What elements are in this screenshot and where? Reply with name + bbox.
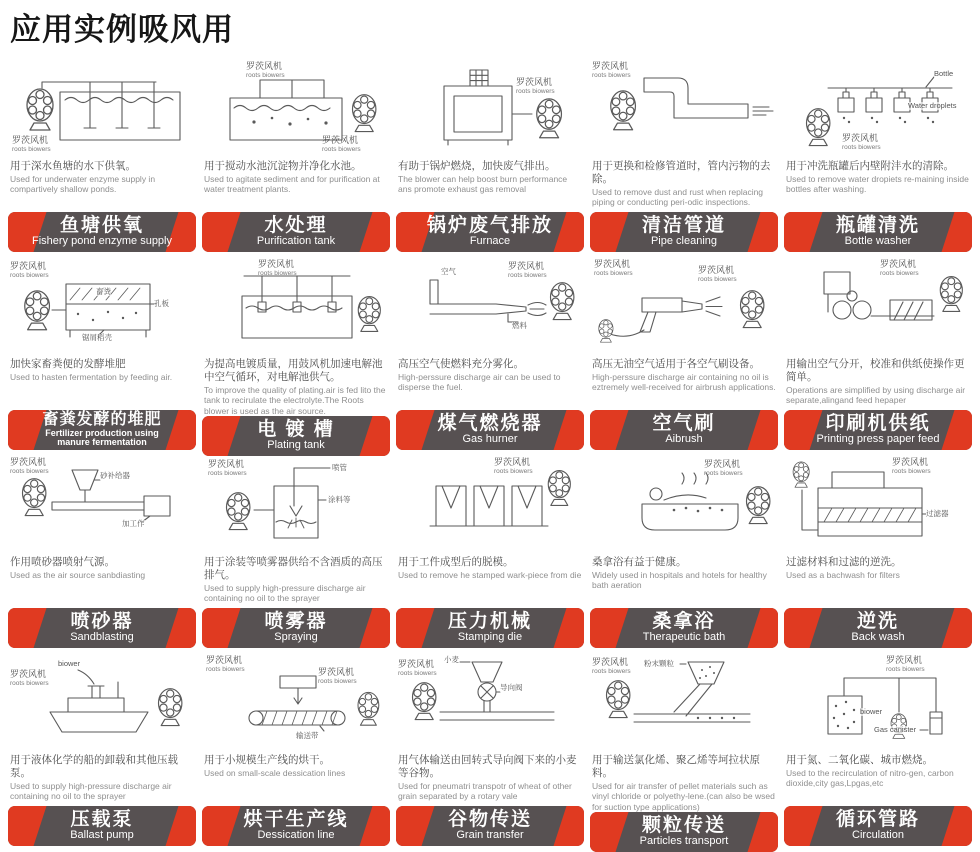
cell-circulation [784, 656, 972, 846]
roots-blower-label [494, 458, 533, 475]
description-zh: 加快家畜粪便的发酵堆肥 [10, 358, 126, 370]
blower-label-en: roots biowers [592, 667, 631, 675]
diagram-annotation: 喷管 [332, 463, 347, 472]
banner-title-en: Bottle washer [844, 235, 912, 248]
illustration [202, 656, 390, 752]
banner-title-zh: 桑拿浴 [652, 611, 716, 633]
roots-blower-icon [227, 493, 250, 530]
illustration [590, 656, 778, 752]
banner-title-zh: 锅炉废气排放 [426, 215, 553, 237]
banner-red-wedge-left [396, 608, 436, 648]
roots-blower-label [10, 458, 49, 475]
banner-red-wedge-right [746, 212, 778, 252]
blower-label-zh: 罗茨风机 [592, 657, 629, 667]
cell-plating-tank [202, 260, 390, 450]
cell-therapeutic-bath [590, 458, 778, 648]
banner-red-wedge-left [202, 416, 242, 456]
diagram-annotation: 加工作 [122, 519, 145, 528]
category-banner [590, 410, 778, 450]
roots-blower-label [318, 668, 357, 685]
roots-blower-label [592, 62, 631, 79]
blower-label-en: roots biowers [318, 677, 357, 685]
banner-title-zh: 电 镀 槽 [257, 419, 335, 441]
banner-red-wedge-right [940, 212, 972, 252]
banner-title-zh: 循环管路 [835, 809, 920, 831]
blower-label-en: roots biowers [208, 469, 247, 477]
cell-fishery-pond [8, 62, 196, 252]
blower-label-zh: 罗茨风机 [704, 459, 741, 469]
banner-title-en: Gas hurner [462, 433, 518, 446]
diagram-annotation: 锯屑稻壳 [82, 333, 112, 342]
roots-blower-icon [741, 291, 764, 328]
description-zh: 用于涂装等喷雾器供给不含酒质的高压排气。 [204, 556, 383, 582]
banner-title-zh: 压力机械 [447, 611, 532, 633]
banner-red-wedge-left [396, 806, 436, 846]
banner-title-zh: 烘干生产线 [243, 809, 349, 831]
banner-title-en: Particles transport [639, 835, 729, 847]
cell-particles-transport [590, 656, 778, 846]
roots-blower-label [206, 656, 245, 673]
roots-blower-icon [940, 277, 962, 312]
banner-title-zh: 空气刷 [652, 413, 716, 435]
description-en: Operations are simplified by using discharge air separate,alingand feed hepaper [786, 385, 966, 406]
blower-label-zh: 罗茨风机 [258, 259, 295, 269]
category-banner [202, 806, 390, 846]
blower-label-en: roots biowers [892, 467, 931, 475]
roots-blower-icon [607, 681, 630, 718]
description-zh: 有助于锅炉燃烧，加快废气排出。 [398, 160, 556, 172]
illustration [8, 656, 196, 752]
banner-title-en: Fishery pond enzyme supply [31, 235, 172, 248]
banner-red-wedge-right [358, 608, 390, 648]
banner-red-wedge-right [552, 410, 584, 450]
category-banner [396, 212, 584, 252]
roots-blower-icon [747, 487, 770, 524]
banner-title-en: Ballast pump [70, 829, 134, 842]
illustration [396, 458, 584, 554]
description-zh: 用输出空气分开，校准和供纸使操作更简单。 [786, 358, 965, 384]
roots-blower-icon [358, 297, 380, 332]
blower-label-zh: 罗茨风机 [880, 259, 917, 269]
description-en: Used for air transfer of pellet materials such as vinyl chloride or polyethy-lene.(can also be wsed for suction type applications) [592, 781, 775, 812]
banner-red-wedge-left [8, 806, 48, 846]
banner-title-zh: 谷物传送 [447, 809, 532, 831]
banner-red-wedge-left [202, 806, 242, 846]
description-en: Used on small-scale dessication lines [204, 768, 346, 779]
roots-blower-label [208, 460, 247, 477]
description-zh: 作用喷砂器喷射气源。 [10, 556, 115, 568]
roots-blower-label [880, 260, 919, 277]
illustration-art [396, 260, 584, 356]
roots-blower-label [398, 660, 437, 677]
cell-dessication-line [202, 656, 390, 846]
diagram-annotation: Gas canister [874, 725, 917, 734]
banner-red-wedge-left [202, 212, 242, 252]
banner-title-en: Purification tank [256, 235, 336, 248]
roots-blower-icon [537, 99, 562, 138]
category-banner [8, 806, 196, 846]
illustration [396, 656, 584, 752]
blower-label-en: roots biowers [698, 275, 737, 283]
banner-red-wedge-left [590, 212, 630, 252]
banner-title-en: Fertilizer production using manure fermentation [45, 427, 159, 448]
blower-label-en: roots biowers [508, 271, 547, 279]
illustration [202, 62, 390, 158]
category-banner [590, 812, 778, 852]
banner-title-zh: 喷雾器 [264, 611, 328, 633]
blower-label-en: roots biowers [322, 145, 361, 153]
banner-red-wedge-right [746, 608, 778, 648]
cell-spraying [202, 458, 390, 648]
blower-label-zh: 罗茨风机 [508, 261, 545, 271]
blower-label-zh: 罗茨风机 [206, 655, 243, 665]
blower-label-en: roots biowers [398, 669, 437, 677]
banner-red-wedge-left [784, 212, 824, 252]
cell-fertilizer-fermentation [8, 260, 196, 450]
illustration [396, 260, 584, 356]
roots-blower-icon [599, 320, 613, 343]
description-en: Used as the air source sanbdiasting [10, 570, 146, 581]
blower-label-zh: 罗茨风机 [208, 459, 245, 469]
banner-title-zh: 瓶罐清洗 [835, 215, 920, 237]
illustration [8, 62, 196, 158]
category-banner [8, 212, 196, 252]
diagram-annotation: 输送带 [296, 731, 319, 740]
roots-blower-icon [25, 291, 50, 330]
roots-blower-label [10, 670, 49, 687]
banner-title-zh: 畜粪发酵的堆肥 [42, 411, 162, 429]
blower-label-en: roots biowers [842, 143, 881, 151]
roots-blower-icon [548, 471, 570, 506]
roots-blower-label [258, 260, 297, 277]
banner-title-zh: 颗粒传送 [641, 815, 726, 837]
cell-gas-burner [396, 260, 584, 450]
description-zh: 用于小规模生产线的烘干。 [204, 754, 330, 766]
cell-printing-press [784, 260, 972, 450]
blower-label-en: roots biowers [10, 467, 49, 475]
banner-red-wedge-left [590, 410, 630, 450]
illustration [784, 656, 972, 752]
banner-title-en: Sandblasting [70, 631, 134, 644]
illustration-art [784, 458, 972, 554]
banner-title-en: Back wash [851, 631, 905, 644]
description-en: Used to supply high-pressure discharge air containing no oil to the sprayer [204, 583, 366, 604]
description-zh: 用于更换和检修管道时，管内污物的去除。 [592, 160, 771, 186]
banner-red-wedge-right [552, 608, 584, 648]
roots-blower-label [516, 78, 555, 95]
banner-red-wedge-right [358, 212, 390, 252]
roots-blower-icon [358, 692, 379, 725]
banner-red-wedge-right [746, 812, 778, 852]
roots-blower-label [10, 262, 49, 279]
description-zh: 用气体输送由回转式导向阀下来的小麦等谷物。 [398, 754, 577, 780]
banner-red-wedge-left [784, 608, 824, 648]
illustration-art [202, 62, 390, 158]
diagram-annotation: 畜粪 [96, 287, 111, 296]
blower-label-zh: 罗茨风机 [886, 655, 923, 665]
roots-blower-label [246, 62, 285, 79]
diagram-annotation: 孔板 [154, 299, 169, 308]
banner-red-wedge-left [784, 806, 824, 846]
roots-blower-label [842, 134, 881, 151]
blower-label-zh: 罗茨风机 [10, 261, 47, 271]
banner-title-en: Therapeutic bath [642, 631, 726, 644]
description-zh: 用于液体化学的船的卸载和其他压载泵。 [10, 754, 178, 780]
roots-blower-label [594, 260, 633, 277]
blower-label-en: roots biowers [594, 269, 633, 277]
cell-ballast-pump [8, 656, 196, 846]
category-banner [784, 212, 972, 252]
description-en: Used to agitate sediment and for purification at water treatment plants. [204, 174, 380, 195]
illustration [590, 62, 778, 158]
diagram-annotation: Water droplets [908, 101, 957, 110]
category-banner [396, 806, 584, 846]
blower-label-en: roots biowers [494, 467, 533, 475]
diagram-annotation: 空气 [441, 267, 456, 276]
blower-label-zh: 罗茨风机 [10, 457, 47, 467]
category-banner [8, 608, 196, 648]
diagram-annotation: biower [58, 659, 81, 668]
blower-label-en: roots biowers [206, 665, 245, 673]
banner-title-en: Dessication line [257, 829, 335, 842]
category-banner [590, 608, 778, 648]
blower-label-zh: 罗茨风机 [12, 135, 49, 145]
category-banner [396, 410, 584, 450]
description-en: Used to supply high-pressure discharge air containing no oil to the sprayer [10, 781, 172, 802]
description-zh: 用于输送氯化烯、聚乙烯等坷拉状原料。 [592, 754, 760, 780]
description-zh: 桑拿浴有益于健康。 [592, 556, 687, 568]
banner-red-wedge-right [552, 806, 584, 846]
description-zh: 高压空气使燃料充分雾化。 [398, 358, 524, 370]
blower-label-zh: 罗茨风机 [842, 133, 879, 143]
category-banner [202, 416, 390, 456]
description-en: High-perssure discharge air containing no oil is eztremely well-received for airbrush applications. [592, 372, 776, 393]
diagram-annotation: 粉末颗粒 [644, 659, 674, 668]
cell-bottle-washer [784, 62, 972, 252]
banner-title-en: Aibrush [665, 433, 703, 446]
blower-label-en: roots biowers [886, 665, 925, 673]
category-banner [784, 608, 972, 648]
blower-label-zh: 罗茨风机 [322, 135, 359, 145]
blower-label-zh: 罗茨风机 [594, 259, 631, 269]
illustration-art [784, 656, 972, 752]
page-title: 应用实例吸风用 [10, 12, 234, 47]
category-banner [202, 608, 390, 648]
diagram-annotation: 涂料等 [328, 495, 351, 504]
description-en: The blower can help boost burn performance ans promote exhaust gas removal [398, 174, 568, 195]
banner-red-wedge-right [358, 806, 390, 846]
banner-title-en: Printing press paper feed [816, 433, 940, 446]
description-en: To improve the quality of plating.air is fed lito the tank to recirulate the electrolyte.The Roots blower is used as the air source. [204, 385, 386, 416]
category-banner [784, 806, 972, 846]
banner-red-wedge-right [164, 806, 196, 846]
roots-blower-label [892, 458, 931, 475]
blower-label-en: roots biowers [246, 71, 285, 79]
diagram-annotation: 导向阀 [500, 683, 523, 692]
banner-title-en: Circulation [852, 829, 904, 842]
cell-furnace [396, 62, 584, 252]
category-banner [590, 212, 778, 252]
description-zh: 过滤材料和过滤的逆洗。 [786, 556, 902, 568]
banner-title-en: Pipe cleaning [650, 235, 718, 248]
roots-blower-label [508, 262, 547, 279]
description-zh: 高压无油空气适用于各空气刷设备。 [592, 358, 760, 370]
roots-blower-label [704, 460, 743, 477]
banner-red-wedge-right [746, 410, 778, 450]
banner-red-wedge-right [164, 608, 196, 648]
banner-title-zh: 印刷机供纸 [825, 413, 931, 435]
banner-title-zh: 煤气燃烧器 [437, 413, 543, 435]
roots-blower-icon [611, 91, 636, 130]
banner-title-zh: 鱼塘供氧 [59, 215, 144, 237]
blower-label-en: roots biowers [516, 87, 555, 95]
cell-stamping-die [396, 458, 584, 648]
banner-title-zh: 清洁管道 [641, 215, 726, 237]
cell-grain-transfer [396, 656, 584, 846]
banner-red-wedge-left [8, 608, 48, 648]
banner-red-wedge-right [358, 416, 390, 456]
description-en: Used to remove he stamped wark-piece from die [398, 570, 582, 581]
description-zh: 用于工件成型后的脱模。 [398, 556, 514, 568]
banner-red-wedge-right [552, 212, 584, 252]
illustration [784, 260, 972, 356]
illustration-art [396, 458, 584, 554]
banner-red-wedge-right [940, 608, 972, 648]
description-en: Used for pneumatri transpotr of wheat of other grain separated by a rotary vale [398, 781, 572, 802]
blower-label-zh: 罗茨风机 [516, 77, 553, 87]
diagram-annotation: biower [860, 707, 883, 716]
roots-blower-label [698, 266, 737, 283]
banner-title-en: Spraying [274, 631, 318, 644]
category-banner [396, 608, 584, 648]
blower-label-zh: 罗茨风机 [10, 669, 47, 679]
diagram-annotation: 燃料 [512, 321, 527, 330]
description-zh: 为提高电镀质量，用鼓风机加速电解池中空气循环，对电解池供气。 [204, 358, 383, 384]
diagram-annotation: 小麦 [444, 655, 459, 664]
roots-blower-icon [551, 283, 574, 320]
description-en: Used to remove dust and rust when replacing piping or conducting peri-odic inspections. [592, 187, 764, 208]
illustration [396, 62, 584, 158]
roots-blower-icon [159, 689, 182, 726]
cell-back-wash [784, 458, 972, 648]
banner-title-en: Plating tank [267, 439, 325, 451]
applications-grid [8, 62, 972, 846]
banner-red-wedge-left [396, 410, 436, 450]
roots-blower-icon [807, 109, 830, 146]
blower-label-en: roots biowers [704, 469, 743, 477]
illustration-art [784, 260, 972, 356]
cell-pipe-cleaning [590, 62, 778, 252]
description-en: Used as a bachwash for filters [786, 570, 900, 581]
banner-title-en: Grain transfer [456, 829, 524, 842]
blower-label-zh: 罗茨风机 [494, 457, 531, 467]
roots-blower-icon [27, 89, 53, 130]
illustration [202, 260, 390, 356]
description-zh: 用于冲洗瓶罐后内壁附沣水的清除。 [786, 160, 954, 172]
illustration [8, 260, 196, 356]
blower-label-zh: 罗茨风机 [398, 659, 435, 669]
description-en: Widely used in hospitals and hotels for healthy bath aeration [592, 570, 767, 591]
diagram-annotation: 过滤器 [926, 509, 949, 518]
blower-label-en: roots biowers [592, 71, 631, 79]
illustration-art [590, 458, 778, 554]
banner-title-en: Furnace [469, 235, 511, 248]
category-banner [202, 212, 390, 252]
blower-label-zh: 罗茨风机 [892, 457, 929, 467]
diagram-annotation: Bottle [934, 69, 954, 78]
blower-label-en: roots biowers [12, 145, 51, 153]
description-en: Used for underwater enzyme supply in compartively shallow ponds. [10, 174, 156, 195]
blower-label-en: roots biowers [10, 271, 49, 279]
banner-red-wedge-right [940, 410, 972, 450]
category-banner [784, 410, 972, 450]
banner-title-zh: 喷砂器 [70, 611, 134, 633]
blower-label-zh: 罗茨风机 [318, 667, 355, 677]
illustration [202, 458, 390, 554]
illustration [590, 458, 778, 554]
banner-red-wedge-right [940, 806, 972, 846]
banner-red-wedge-left [590, 812, 630, 852]
description-en: High-perssure discharge air can be used to disperse the fuel. [398, 372, 561, 393]
roots-blower-label [322, 136, 361, 153]
description-zh: 用于氮、二氧化碳、城市燃烧。 [786, 754, 933, 766]
banner-red-wedge-left [590, 608, 630, 648]
description-en: Used to the recirculation of nitro-gen, carbon dioxide,city gas,Lpgas,etc [786, 768, 954, 789]
roots-blower-label [592, 658, 631, 675]
banner-title-zh: 压载泵 [70, 809, 134, 831]
blower-label-en: roots biowers [258, 269, 297, 277]
blower-label-zh: 罗茨风机 [246, 61, 283, 71]
category-banner [8, 410, 196, 450]
cell-airbrush [590, 260, 778, 450]
banner-red-wedge-left [202, 608, 242, 648]
illustration [8, 458, 196, 554]
roots-blower-icon [413, 683, 436, 720]
illustration [590, 260, 778, 356]
banner-title-zh: 逆洗 [856, 611, 899, 633]
description-zh: 用于搅动水池沉淀物并净化水池。 [204, 160, 362, 172]
roots-blower-icon [793, 462, 809, 487]
roots-blower-icon [23, 479, 46, 516]
cell-purification-tank [202, 62, 390, 252]
blower-label-zh: 罗茨风机 [592, 61, 629, 71]
illustration [784, 458, 972, 554]
roots-blower-icon [353, 95, 376, 132]
description-en: Used to remove water dropiets re-maining inside bottles after washing. [786, 174, 969, 195]
blower-label-en: roots biowers [10, 679, 49, 687]
diagram-annotation: 砂补给器 [100, 471, 130, 480]
blower-label-en: roots biowers [880, 269, 919, 277]
banner-title-zh: 水处理 [264, 215, 328, 237]
illustration-art [396, 62, 584, 158]
cell-sandblasting [8, 458, 196, 648]
blower-label-zh: 罗茨风机 [698, 265, 735, 275]
roots-blower-label [886, 656, 925, 673]
banner-title-en: Stamping die [457, 631, 523, 644]
roots-blower-label [12, 136, 51, 153]
description-en: Used to hasten fermentation by feeding air. [10, 372, 173, 383]
description-zh: 用于深水鱼塘的水下供氧。 [10, 160, 136, 172]
illustration [784, 62, 972, 158]
